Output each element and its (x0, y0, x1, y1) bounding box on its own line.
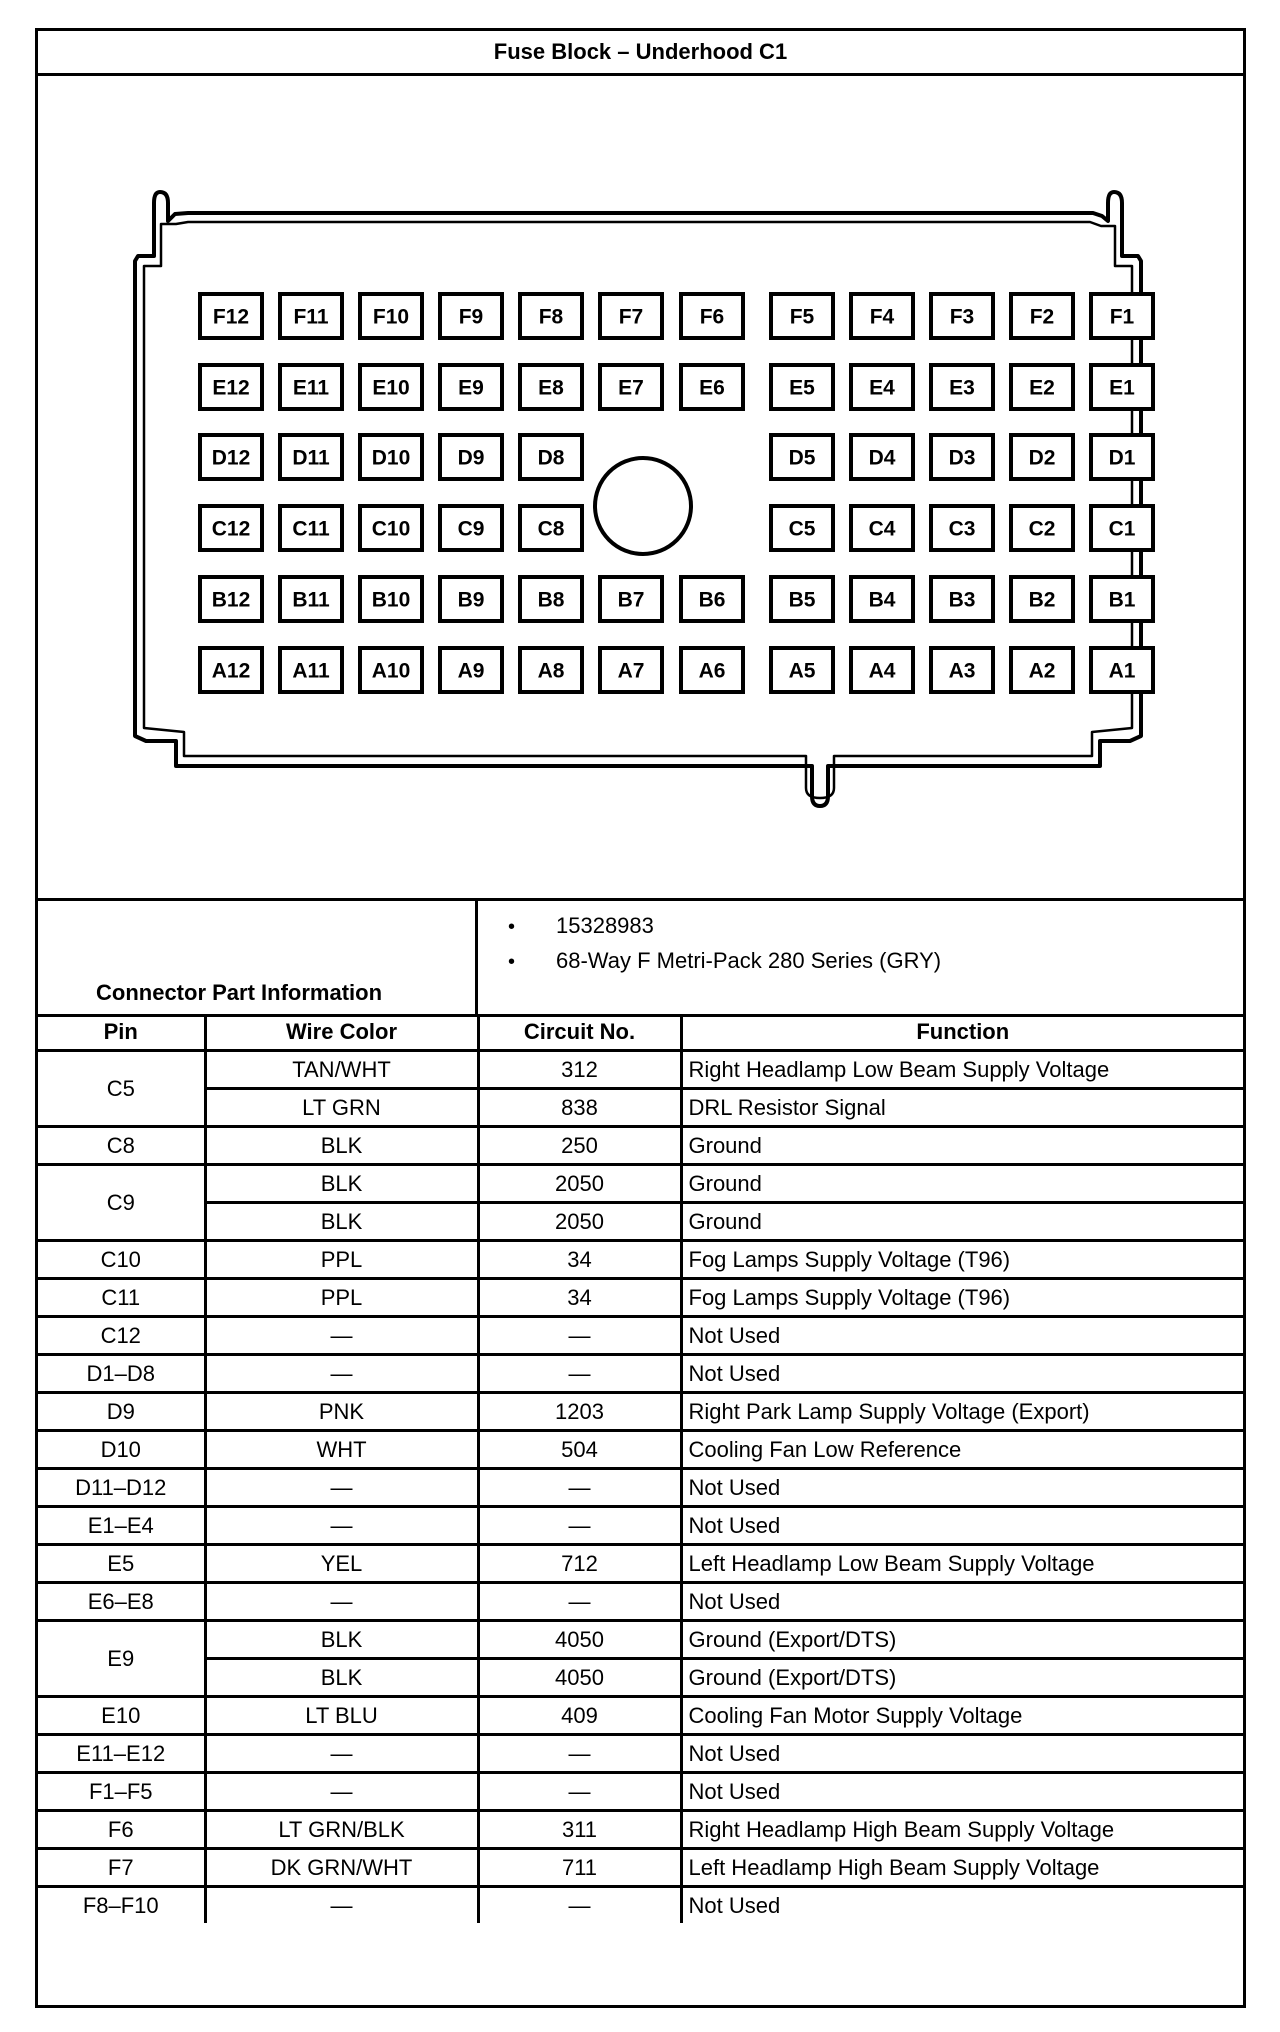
cavity-label: B5 (788, 588, 816, 612)
table-row (38, 1051, 1243, 1089)
table-row (38, 1127, 1243, 1165)
cavity-d10 (360, 435, 422, 479)
cavity-e8 (520, 365, 582, 409)
function-cell: Right Headlamp High Beam Supply Voltage (681, 1811, 1243, 1849)
pin-cell: F7 (38, 1849, 205, 1887)
function-cell: Left Headlamp Low Beam Supply Voltage (681, 1545, 1243, 1583)
wire-color-cell: BLK (205, 1127, 478, 1165)
pin-cell: C8 (38, 1127, 205, 1165)
table-row (38, 1469, 1243, 1507)
cavity-a10 (360, 648, 422, 692)
cavity-label: D8 (537, 446, 565, 470)
cavity-b1 (1091, 577, 1153, 621)
circuit-cell: 250 (478, 1127, 681, 1165)
wire-color-cell: — (205, 1317, 478, 1355)
pin-cell: E1–E4 (38, 1507, 205, 1545)
circuit-cell: 504 (478, 1431, 681, 1469)
pin-cell: D11–D12 (38, 1469, 205, 1507)
cavity-label: D3 (948, 446, 976, 470)
cavity-e4 (851, 365, 913, 409)
part-number: • 15328983 (508, 909, 941, 944)
circuit-cell: 34 (478, 1241, 681, 1279)
cavity-e11 (280, 365, 342, 409)
cavity-label: B1 (1108, 588, 1136, 612)
circuit-cell: 312 (478, 1051, 681, 1089)
function-cell: Fog Lamps Supply Voltage (T96) (681, 1279, 1243, 1317)
wire-color-cell: — (205, 1773, 478, 1811)
cavity-f7 (600, 294, 662, 338)
function-cell: Ground (Export/DTS) (681, 1659, 1243, 1697)
cavity-a8 (520, 648, 582, 692)
cavity-label: D9 (457, 446, 485, 470)
wire-color-cell: BLK (205, 1203, 478, 1241)
cavity-c3 (931, 506, 993, 550)
cavity-label: E4 (869, 376, 895, 400)
cavity-label: B10 (371, 588, 411, 612)
table-row (38, 1773, 1243, 1811)
cavity-d11 (280, 435, 342, 479)
wire-color-cell: PNK (205, 1393, 478, 1431)
cavity-d5 (771, 435, 833, 479)
circuit-cell: 711 (478, 1849, 681, 1887)
table-row (38, 1165, 1243, 1203)
cavity-label: E5 (789, 376, 815, 400)
pin-cell: C10 (38, 1241, 205, 1279)
wire-color-cell: — (205, 1887, 478, 1924)
connector-housing-outline (135, 192, 1141, 806)
function-cell: Cooling Fan Motor Supply Voltage (681, 1697, 1243, 1735)
table-row (38, 1583, 1243, 1621)
cavity-e9 (440, 365, 502, 409)
cavity-c5 (771, 506, 833, 550)
function-cell: Fog Lamps Supply Voltage (T96) (681, 1241, 1243, 1279)
cavity-label: A9 (457, 659, 485, 683)
cavity-f3 (931, 294, 993, 338)
cavity-f1 (1091, 294, 1153, 338)
pin-cell: F1–F5 (38, 1773, 205, 1811)
function-cell: Ground (681, 1165, 1243, 1203)
wire-color-cell: — (205, 1507, 478, 1545)
wire-color-cell: PPL (205, 1279, 478, 1317)
connector-face-drawing (38, 76, 1243, 898)
connector-part-info (38, 901, 1243, 1017)
cavity-label: F10 (372, 305, 410, 329)
cavity-e5 (771, 365, 833, 409)
cavity-b12 (200, 577, 262, 621)
cavity-b11 (280, 577, 342, 621)
cavity-label: A6 (698, 659, 726, 683)
wire-color-cell: YEL (205, 1545, 478, 1583)
cavity-label: F9 (458, 305, 484, 329)
circuit-cell: 1203 (478, 1393, 681, 1431)
cavity-f2 (1011, 294, 1073, 338)
cavity-label: C10 (371, 517, 411, 541)
pin-table-body (38, 1051, 1243, 1924)
table-row (38, 1545, 1243, 1583)
cavity-label: A2 (1028, 659, 1056, 683)
cavity-e1 (1091, 365, 1153, 409)
cavity-label: E1 (1109, 376, 1135, 400)
circuit-cell: — (478, 1355, 681, 1393)
cavity-label: E2 (1029, 376, 1055, 400)
circuit-cell: — (478, 1583, 681, 1621)
wire-color-cell: LT GRN (205, 1089, 478, 1127)
cavity-b6 (681, 577, 743, 621)
cavity-a2 (1011, 648, 1073, 692)
cavity-label: E6 (699, 376, 725, 400)
function-cell: Not Used (681, 1887, 1243, 1924)
function-cell: Ground (681, 1127, 1243, 1165)
cavity-label: D1 (1108, 446, 1136, 470)
wire-color-cell: LT BLU (205, 1697, 478, 1735)
center-locator-hole (595, 458, 691, 554)
connector-part-info-label-cell (38, 901, 478, 1014)
pin-cell: E11–E12 (38, 1735, 205, 1773)
function-cell: Right Park Lamp Supply Voltage (Export) (681, 1393, 1243, 1431)
cavity-d9 (440, 435, 502, 479)
circuit-cell: — (478, 1773, 681, 1811)
cavity-a9 (440, 648, 502, 692)
cavity-label: E7 (618, 376, 644, 400)
cavity-label: D11 (292, 446, 330, 470)
cavity-f6 (681, 294, 743, 338)
cavity-b8 (520, 577, 582, 621)
cavity-label: C3 (948, 517, 976, 541)
cavity-d4 (851, 435, 913, 479)
cavity-f8 (520, 294, 582, 338)
cavity-e10 (360, 365, 422, 409)
cavity-e2 (1011, 365, 1073, 409)
cavity-label: A3 (948, 659, 976, 683)
function-column-header: Function (681, 1014, 1243, 1051)
circuit-cell: — (478, 1507, 681, 1545)
pin-cell: C5 (38, 1051, 205, 1127)
cavity-b2 (1011, 577, 1073, 621)
function-cell: Ground (Export/DTS) (681, 1621, 1243, 1659)
cavity-c1 (1091, 506, 1153, 550)
cavity-label: C5 (788, 517, 816, 541)
cavity-label: D2 (1028, 446, 1056, 470)
connector-diagram (38, 76, 1243, 901)
cavity-label: D5 (788, 446, 816, 470)
cavity-label: F1 (1109, 305, 1135, 329)
cavity-label: C1 (1108, 517, 1136, 541)
pin-cell: D10 (38, 1431, 205, 1469)
cavity-label: A5 (788, 659, 816, 683)
cavity-label: C8 (537, 517, 565, 541)
cavity-label: B8 (537, 588, 565, 612)
circuit-cell: 838 (478, 1089, 681, 1127)
wire-color-cell: — (205, 1583, 478, 1621)
cavity-label: F4 (869, 305, 895, 329)
cavity-c4 (851, 506, 913, 550)
table-row (38, 1659, 1243, 1697)
cavity-label: B2 (1028, 588, 1056, 612)
table-row (38, 1355, 1243, 1393)
pin-cell: D9 (38, 1393, 205, 1431)
function-cell: Not Used (681, 1583, 1243, 1621)
cavity-d12 (200, 435, 262, 479)
table-row (38, 1849, 1243, 1887)
cavity-d3 (931, 435, 993, 479)
cavity-d2 (1011, 435, 1073, 479)
cavity-label: A12 (211, 659, 251, 683)
circuit-cell: — (478, 1735, 681, 1773)
table-row (38, 1507, 1243, 1545)
cavity-label: D10 (371, 446, 411, 470)
function-cell: Left Headlamp High Beam Supply Voltage (681, 1849, 1243, 1887)
circuit-column-header: Circuit No. (478, 1014, 681, 1051)
cavity-label: F12 (212, 305, 250, 329)
cavity-c8 (520, 506, 582, 550)
cavity-a12 (200, 648, 262, 692)
connector-part-info-label: Connector Part Information (96, 980, 383, 1005)
pin-cell: C9 (38, 1165, 205, 1241)
table-row (38, 1241, 1243, 1279)
cavity-e6 (681, 365, 743, 409)
cavity-label: F5 (789, 305, 815, 329)
cavity-label: B7 (617, 588, 645, 612)
circuit-cell: — (478, 1469, 681, 1507)
cavity-e3 (931, 365, 993, 409)
cavity-d1 (1091, 435, 1153, 479)
pin-cell: E6–E8 (38, 1583, 205, 1621)
function-cell: Cooling Fan Low Reference (681, 1431, 1243, 1469)
function-cell: Not Used (681, 1507, 1243, 1545)
function-cell: Not Used (681, 1735, 1243, 1773)
wire-color-cell: TAN/WHT (205, 1051, 478, 1089)
pin-cell: E5 (38, 1545, 205, 1583)
cavity-a5 (771, 648, 833, 692)
cavity-b3 (931, 577, 993, 621)
pin-cell: F6 (38, 1811, 205, 1849)
cavity-label: E11 (292, 376, 330, 400)
cavity-label: F11 (293, 305, 329, 329)
cavity-f5 (771, 294, 833, 338)
wire-color-cell: BLK (205, 1621, 478, 1659)
cavity-label: E10 (372, 376, 410, 400)
cavity-label: F7 (618, 305, 644, 329)
cavity-f11 (280, 294, 342, 338)
connector-part-info-list (508, 909, 941, 979)
cavity-f9 (440, 294, 502, 338)
table-row (38, 1887, 1243, 1924)
cavity-c9 (440, 506, 502, 550)
cavity-label: D12 (211, 446, 251, 470)
cavity-label: C2 (1028, 517, 1056, 541)
cavity-c11 (280, 506, 342, 550)
cavity-label: D4 (868, 446, 896, 470)
pin-cell: F8–F10 (38, 1887, 205, 1924)
cavity-label: F2 (1029, 305, 1055, 329)
wire-color-column-header: Wire Color (205, 1014, 478, 1051)
cavity-c12 (200, 506, 262, 550)
pin-cell: E10 (38, 1697, 205, 1735)
cavity-label: E12 (212, 376, 250, 400)
table-row (38, 1317, 1243, 1355)
cavity-label: A7 (617, 659, 645, 683)
circuit-cell: — (478, 1317, 681, 1355)
function-cell: Not Used (681, 1355, 1243, 1393)
cavity-c2 (1011, 506, 1073, 550)
cavity-label: E9 (458, 376, 484, 400)
circuit-cell: 2050 (478, 1165, 681, 1203)
cavity-label: F3 (949, 305, 975, 329)
wire-color-cell: — (205, 1469, 478, 1507)
cavity-label: B3 (948, 588, 976, 612)
cavity-label: B11 (292, 588, 330, 612)
table-row (38, 1393, 1243, 1431)
cavity-b9 (440, 577, 502, 621)
cavity-label: A4 (868, 659, 896, 683)
cavity-label: A8 (537, 659, 565, 683)
cavity-b7 (600, 577, 662, 621)
circuit-cell: — (478, 1887, 681, 1924)
sheet-title: Fuse Block – Underhood C1 (38, 31, 1243, 76)
pin-cell: C12 (38, 1317, 205, 1355)
cavity-label: C9 (457, 517, 485, 541)
circuit-cell: 2050 (478, 1203, 681, 1241)
cavity-label: B4 (868, 588, 896, 612)
cavity-b5 (771, 577, 833, 621)
wire-color-cell: PPL (205, 1241, 478, 1279)
function-cell: Ground (681, 1203, 1243, 1241)
cavity-label: F6 (699, 305, 725, 329)
cavity-d8 (520, 435, 582, 479)
circuit-cell: 4050 (478, 1621, 681, 1659)
cavity-label: A11 (292, 659, 330, 683)
cavity-label: B12 (211, 588, 251, 612)
circuit-cell: 34 (478, 1279, 681, 1317)
cavity-label: C11 (292, 517, 330, 541)
pin-cell: C11 (38, 1279, 205, 1317)
function-cell: DRL Resistor Signal (681, 1089, 1243, 1127)
table-row (38, 1431, 1243, 1469)
cavity-grid (200, 294, 1153, 692)
wire-color-cell: — (205, 1735, 478, 1773)
pin-column-header: Pin (38, 1014, 205, 1051)
cavity-b10 (360, 577, 422, 621)
cavity-a4 (851, 648, 913, 692)
cavity-a3 (931, 648, 993, 692)
cavity-label: E3 (949, 376, 975, 400)
function-cell: Not Used (681, 1469, 1243, 1507)
function-cell: Not Used (681, 1317, 1243, 1355)
function-cell: Right Headlamp Low Beam Supply Voltage (681, 1051, 1243, 1089)
cavity-e7 (600, 365, 662, 409)
cavity-label: A1 (1108, 659, 1136, 683)
circuit-cell: 311 (478, 1811, 681, 1849)
cavity-b4 (851, 577, 913, 621)
cavity-a7 (600, 648, 662, 692)
cavity-label: B9 (457, 588, 485, 612)
connector-sheet (35, 28, 1246, 2008)
cavity-a6 (681, 648, 743, 692)
table-row (38, 1811, 1243, 1849)
connector-description: • 68-Way F Metri-Pack 280 Series (GRY) (508, 944, 941, 979)
circuit-cell: 712 (478, 1545, 681, 1583)
cavity-a11 (280, 648, 342, 692)
cavity-e12 (200, 365, 262, 409)
circuit-cell: 409 (478, 1697, 681, 1735)
function-cell: Not Used (681, 1773, 1243, 1811)
cavity-label: E8 (538, 376, 564, 400)
cavity-c10 (360, 506, 422, 550)
cavity-f10 (360, 294, 422, 338)
wire-color-cell: — (205, 1355, 478, 1393)
cavity-label: A10 (371, 659, 411, 683)
pin-cell: E9 (38, 1621, 205, 1697)
circuit-cell: 4050 (478, 1659, 681, 1697)
wire-color-cell: BLK (205, 1659, 478, 1697)
cavity-label: C12 (211, 517, 251, 541)
wire-color-cell: DK GRN/WHT (205, 1849, 478, 1887)
pin-cell: D1–D8 (38, 1355, 205, 1393)
table-row (38, 1735, 1243, 1773)
cavity-label: C4 (868, 517, 896, 541)
wire-color-cell: LT GRN/BLK (205, 1811, 478, 1849)
wire-color-cell: BLK (205, 1165, 478, 1203)
cavity-a1 (1091, 648, 1153, 692)
table-row (38, 1089, 1243, 1127)
table-row (38, 1621, 1243, 1659)
pin-table (38, 1014, 1243, 1923)
pin-table-header-row (38, 1014, 1243, 1051)
wire-color-cell: WHT (205, 1431, 478, 1469)
cavity-f12 (200, 294, 262, 338)
cavity-f4 (851, 294, 913, 338)
cavity-label: B6 (698, 588, 726, 612)
table-row (38, 1203, 1243, 1241)
table-row (38, 1697, 1243, 1735)
cavity-label: F8 (538, 305, 564, 329)
table-row (38, 1279, 1243, 1317)
